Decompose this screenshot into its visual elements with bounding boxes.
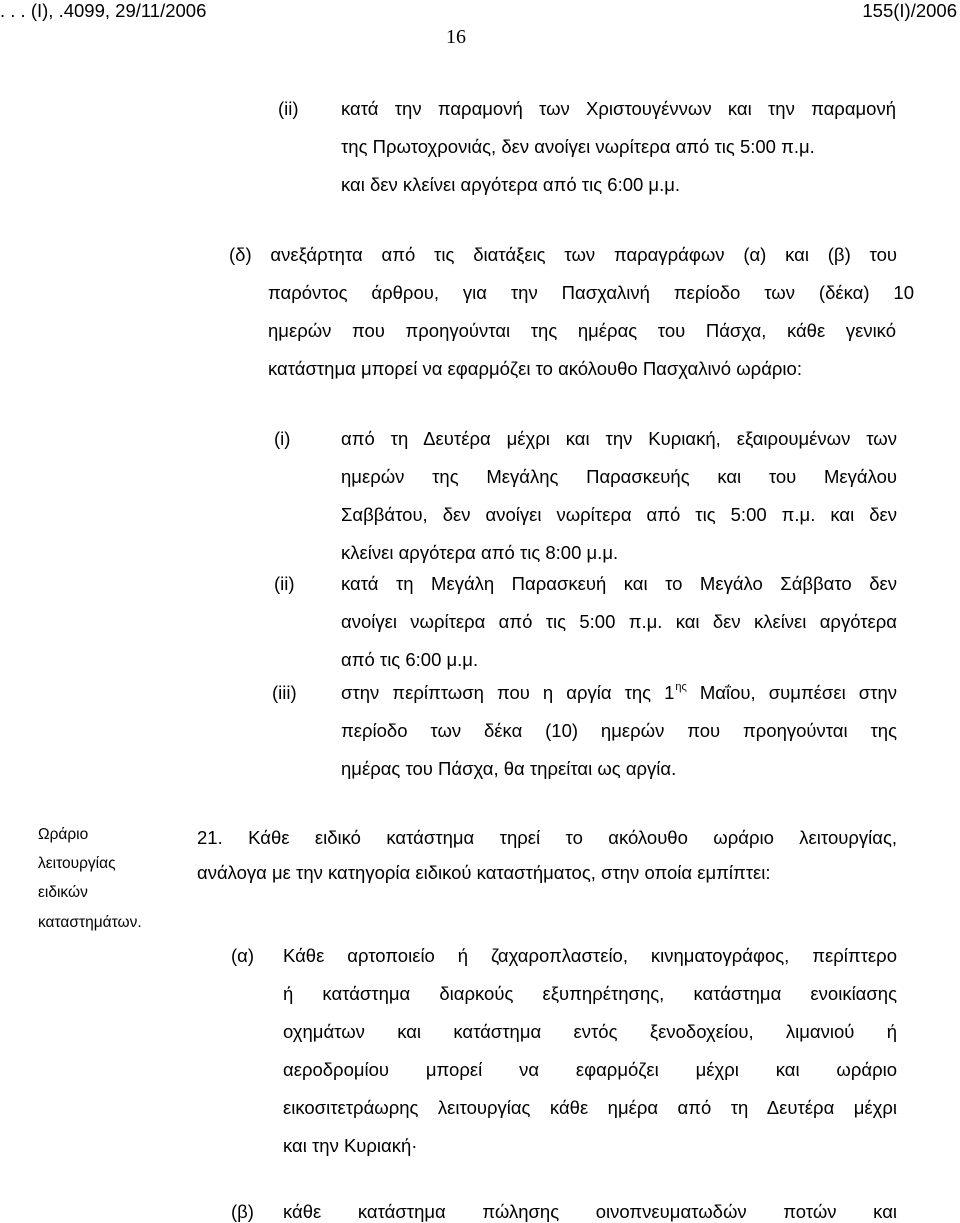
- text-line: κατά τη Μεγάλη Παρασκευή και το Μεγάλο Σάββατο δεν: [341, 573, 897, 594]
- text-line: ανάλογα με την κατηγορία ειδικού καταστήματος, στην οποία εμπίπτει:: [197, 862, 771, 883]
- text-line: και δεν κλείνει αργότερα από τις 6:00 μ.μ.: [341, 174, 681, 195]
- item-label: (i): [274, 428, 291, 449]
- text-line: από τις 6:00 μ.μ.: [341, 649, 479, 670]
- text-line: αεροδρομίου μπορεί να εφαρμόζει μέχρι και ωράριο: [283, 1059, 897, 1080]
- item-label: (β): [231, 1201, 254, 1222]
- text-line: κατάστημα μπορεί να εφαρμόζει το ακόλουθο Πασχαλινό ωράριο:: [268, 358, 802, 379]
- text-line: περίοδο των δέκα (10) ημερών που προηγούνται της: [341, 720, 897, 741]
- text-line: ημέρας του Πάσχα, θα τηρείται ως αργία.: [341, 758, 677, 779]
- text-line: ημερών που προηγούνται της ημέρας του Πάσχα, κάθε γενικό: [268, 320, 896, 341]
- text-line: από τη Δευτέρα μέχρι και την Κυριακή, εξαιρουμένων των: [341, 428, 897, 449]
- text-line: οχημάτων και κατάστημα εντός ξενοδοχείου, λιμανιού ή: [283, 1021, 897, 1042]
- text-line: και την Κυριακή·: [283, 1135, 418, 1156]
- text-line: εικοσιτετράωρης λειτουργίας κάθε ημέρα από τη Δευτέρα μέχρι: [283, 1097, 897, 1118]
- text-line: ή κατάστημα διαρκούς εξυπηρέτησης, κατάστημα ενοικίασης: [283, 983, 897, 1004]
- item-label: (iii): [272, 682, 297, 703]
- text-fragment: στην περίπτωση που η αργία της 1: [341, 682, 675, 703]
- item-label: (ii): [274, 573, 295, 594]
- text-line: ημερών της Μεγάλης Παρασκευής και του Μεγάλου: [341, 466, 897, 487]
- page-number: 16: [446, 26, 466, 48]
- text-line: Σαββάτου, δεν ανοίγει νωρίτερα από τις 5:00 π.μ. και δεν: [341, 504, 897, 525]
- text-line: παρόντος άρθρου, για την Πασχαλινή περίοδο των (δέκα) 10: [268, 282, 914, 303]
- text-line: κατά την παραμονή των Χριστουγέννων και την παραμονή: [341, 98, 896, 119]
- margin-note-line: λειτουργίας: [38, 855, 116, 872]
- text-line: [341, 682, 897, 704]
- text-line: ανοίγει νωρίτερα από τις 5:00 π.μ. και δεν κλείνει αργότερα: [341, 611, 897, 632]
- item-label: (α): [231, 945, 255, 966]
- text-line: κλείνει αργότερα από τις 8:00 μ.μ.: [341, 542, 619, 563]
- header-law-number: 155(Ι)/2006: [862, 0, 957, 21]
- ordinal-suffix: ης: [675, 681, 687, 693]
- text-line: Κάθε αρτοποιείο ή ζαχαροπλαστείο, κινηματογράφος, περίπτερο: [283, 945, 897, 966]
- text-line: (δ) ανεξάρτητα από τις διατάξεις των παραγράφων (α) και (β) του: [229, 244, 897, 265]
- text-fragment: Μαΐου, συμπέσει στην: [686, 682, 897, 703]
- margin-note-line: Ωράριο: [38, 826, 89, 843]
- text-line: κάθε κατάστημα πώλησης οινοπνευματωδών ποτών και: [283, 1201, 897, 1222]
- section-heading-line: 21. Κάθε ειδικό κατάστημα τηρεί το ακόλουθο ωράριο λειτουργίας,: [197, 827, 897, 848]
- margin-note-line: καταστημάτων.: [38, 914, 142, 931]
- header-reference: . . . (Ι), .4099, 29/11/2006: [0, 0, 207, 21]
- margin-note-line: ειδικών: [38, 884, 88, 901]
- text-line: της Πρωτοχρονιάς, δεν ανοίγει νωρίτερα από τις 5:00 π.μ.: [341, 136, 815, 157]
- item-label: (ii): [278, 98, 299, 119]
